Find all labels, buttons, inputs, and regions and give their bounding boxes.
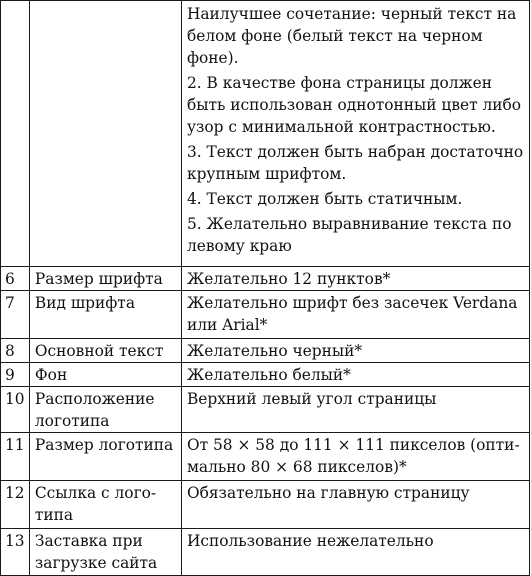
requirement-cell: Использование нежелательно	[181, 529, 529, 576]
requirement-paragraph: 4. Текст должен быть статичным.	[186, 190, 463, 208]
requirement-paragraph: 2. В качестве фона страницы должен быть использован однотонный цвет либо узор с минимальной контрастностью.	[186, 74, 522, 136]
requirement-cell: Желательно шрифт без засечек Verdana или Arial*	[181, 291, 529, 339]
row-number-cell: 8	[1, 339, 30, 363]
table-row	[1, 481, 530, 529]
table-row	[1, 387, 530, 433]
row-number-cell: 7	[1, 291, 30, 339]
row-number-cell: 12	[1, 481, 30, 529]
parameter-cell: Фон	[29, 363, 181, 387]
table-row	[1, 363, 530, 387]
row-number-cell: 11	[1, 433, 30, 481]
parameter-cell: Размер логотипа	[29, 433, 181, 481]
parameter-cell: Основной текст	[29, 339, 181, 363]
requirement-paragraph: 3. Текст должен быть набран достаточно крупным шрифтом.	[186, 143, 524, 183]
requirement-cell: От 58 × 58 до 111 × 111 пикселов (опти-мально 80 × 68 пикселов)*	[181, 433, 529, 481]
requirement-paragraph: 5. Желательно выравнивание текста по левому краю	[186, 215, 512, 255]
parameter-cell: Заставка при загрузке сайта	[29, 529, 181, 576]
requirement-cell: Желательно белый*	[181, 363, 529, 387]
requirement-cell: Верхний левый угол страницы	[181, 387, 529, 433]
table-row	[1, 339, 530, 363]
requirement-cell: Желательно черный*	[181, 339, 529, 363]
table-row	[1, 291, 530, 339]
requirement-cell: Желательно 12 пунктов*	[181, 267, 529, 291]
row-number-cell	[1, 1, 30, 267]
requirement-paragraph: Наилучшее сочетание: черный текст на белом фоне (белый текст на черном фоне).	[186, 5, 517, 67]
table-row	[1, 267, 530, 291]
parameter-cell: Ссылка с лого-типа	[29, 481, 181, 529]
row-number-cell: 13	[1, 529, 30, 576]
requirement-cell	[181, 1, 529, 267]
table-row	[1, 433, 530, 481]
table-row	[1, 529, 530, 576]
parameter-cell	[29, 1, 181, 267]
parameter-cell: Размер шрифта	[29, 267, 181, 291]
row-number-cell: 6	[1, 267, 30, 291]
requirement-cell: Обязательно на главную страницу	[181, 481, 529, 529]
row-number-cell: 9	[1, 363, 30, 387]
parameter-cell: Вид шрифта	[29, 291, 181, 339]
table-row	[1, 1, 530, 267]
parameter-cell: Расположение логотипа	[29, 387, 181, 433]
row-number-cell: 10	[1, 387, 30, 433]
